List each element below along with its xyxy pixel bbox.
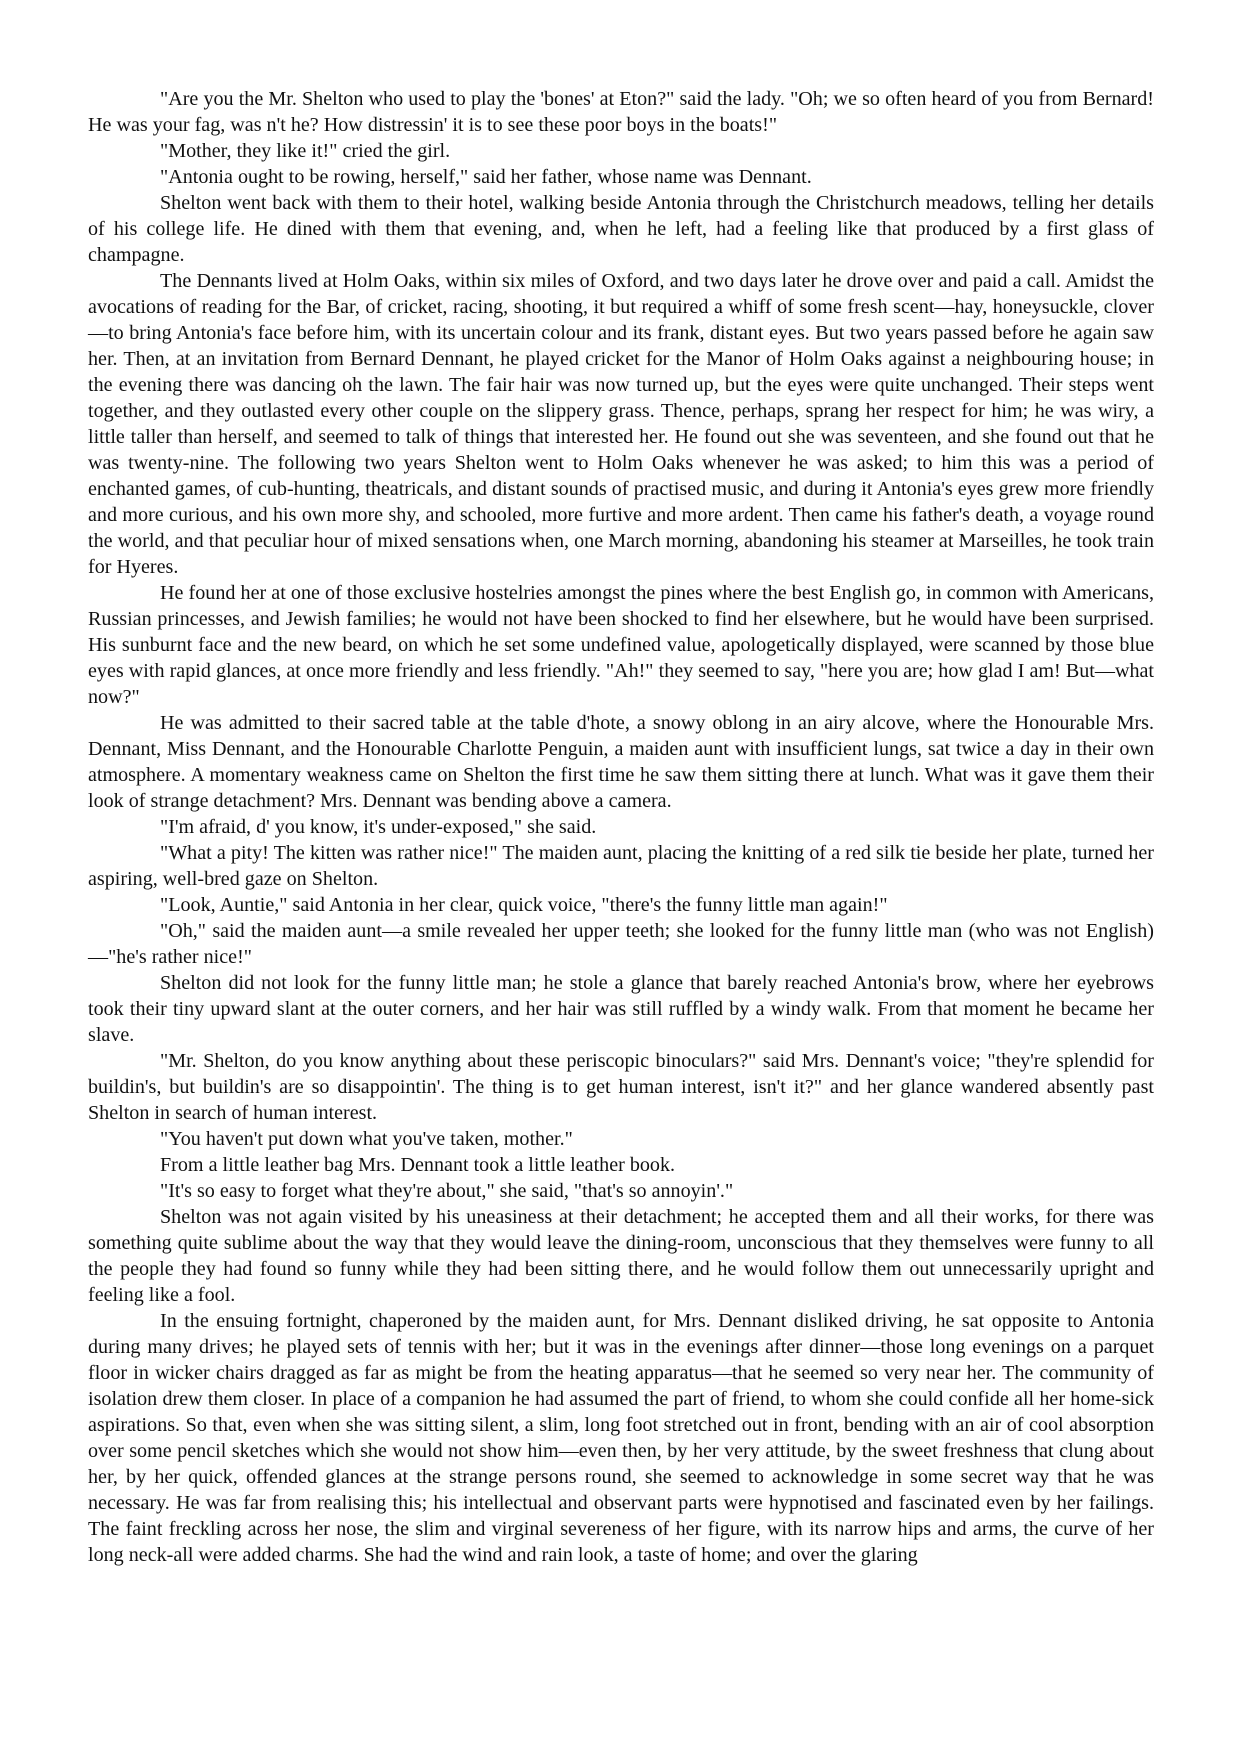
paragraph: "Mr. Shelton, do you know anything about these periscopic binoculars?" said Mrs. Dennant's voice; "they're splendid for buildin's, but buildin's are so disappointin'. The thing is to get human interest, isn't it?" and her glance wandered absently past Shelton in search of human interest. [88,1050,1154,1124]
paragraph: "Mother, they like it!" cried the girl. [160,140,451,162]
paragraph: Shelton did not look for the funny little man; he stole a glance that barely reached Antonia's brow, where her eyebrows took their tiny upward slant at the outer corners, and her hair was still ruffled by a windy walk. From that moment he became her slave. [88,972,1154,1046]
paragraph: Shelton was not again visited by his uneasiness at their detachment; he accepted them and all their works, for there was something quite sublime about the way that they would leave the dining-room, unconscious that they themselves were funny to all the people they had found so funny while they had been sitting there, and he would follow them out unnecessarily upright and feeling like a fool. [88,1206,1154,1306]
paragraph: He was admitted to their sacred table at the table d'hote, a snowy oblong in an airy alcove, where the Honourable Mrs. Dennant, Miss Dennant, and the Honourable Charlotte Penguin, a maiden aunt with insufficient lungs, sat twice a day in their own atmosphere. A momentary weakness came on Shelton the first time he saw them sitting there at lunch. What was it gave them their look of strange detachment? Mrs. Dennant was bending above a camera. [88,712,1154,812]
paragraph: "It's so easy to forget what they're about," she said, "that's so annoyin'." [160,1180,734,1202]
paragraph: "Antonia ought to be rowing, herself," said her father, whose name was Dennant. [160,166,812,188]
page-body [88,86,1154,1568]
paragraph: Shelton went back with them to their hotel, walking beside Antonia through the Christchurch meadows, telling her details of his college life. He dined with them that evening, and, when he left, had a feeling like that produced by a first glass of champagne. [88,192,1154,266]
paragraph: "I'm afraid, d' you know, it's under-exposed," she said. [160,816,597,838]
paragraph: "What a pity! The kitten was rather nice!" The maiden aunt, placing the knitting of a red silk tie beside her plate, turned her aspiring, well-bred gaze on Shelton. [88,842,1154,890]
paragraph: In the ensuing fortnight, chaperoned by the maiden aunt, for Mrs. Dennant disliked driving, he sat opposite to Antonia during many drives; he played sets of tennis with her; but it was in the evenings after dinner—those long evenings on a parquet floor in wicker chairs dragged as far as might be from the heating apparatus—that he seemed so very near her. The community of isolation drew them closer. In place of a companion he had assumed the part of friend, to whom she could confide all her home-sick aspirations. So that, even when she was sitting silent, a slim, long foot stretched out in front, bending with an air of cool absorption over some pencil sketches which she would not show him—even then, by her very attitude, by the sweet freshness that clung about her, by her quick, offended glances at the strange persons round, she seemed to acknowledge in some secret way that he was necessary. He was far from realising this; his intellectual and observant parts were hypnotised and fascinated even by her failings. The faint freckling across her nose, the slim and virginal severeness of her figure, with its narrow hips and arms, the curve of her long neck-all were added charms. She had the wind and rain look, a taste of home; and over the glaring [88,1310,1154,1566]
paragraph: From a little leather bag Mrs. Dennant took a little leather book. [160,1154,676,1176]
paragraph: "Are you the Mr. Shelton who used to play the 'bones' at Eton?" said the lady. "Oh; we so often heard of you from Bernard! He was your fag, was n't he? How distressin' it is to see these poor boys in the boats!" [88,88,1154,136]
paragraph: "Oh," said the maiden aunt—a smile revealed her upper teeth; she looked for the funny little man (who was not English)—"he's rather nice!" [88,920,1154,968]
paragraph: "You haven't put down what you've taken, mother." [160,1128,573,1150]
paragraph: He found her at one of those exclusive hostelries amongst the pines where the best English go, in common with Americans, Russian princesses, and Jewish families; he would not have been shocked to find her elsewhere, but he would have been surprised. His sunburnt face and the new beard, on which he set some undefined value, apologetically displayed, were scanned by those blue eyes with rapid glances, at once more friendly and less friendly. "Ah!" they seemed to say, "here you are; how glad I am! But—what now?" [88,582,1154,708]
paragraph: "Look, Auntie," said Antonia in her clear, quick voice, "there's the funny little man again!" [160,894,888,916]
paragraph: The Dennants lived at Holm Oaks, within six miles of Oxford, and two days later he drove over and paid a call. Amidst the avocations of reading for the Bar, of cricket, racing, shooting, it but required a whiff of some fresh scent—hay, honeysuckle, clover—to bring Antonia's face before him, with its uncertain colour and its frank, distant eyes. But two years passed before he again saw her. Then, at an invitation from Bernard Dennant, he played cricket for the Manor of Holm Oaks against a neighbouring house; in the evening there was dancing oh the lawn. The fair hair was now turned up, but the eyes were quite unchanged. Their steps went together, and they outlasted every other couple on the slippery grass. Thence, perhaps, sprang her respect for him; he was wiry, a little taller than herself, and seemed to talk of things that interested her. He found out she was seventeen, and she found out that he was twenty-nine. The following two years Shelton went to Holm Oaks whenever he was asked; to him this was a period of enchanted games, of cub-hunting, theatricals, and distant sounds of practised music, and during it Antonia's eyes grew more friendly and more curious, and his own more shy, and schooled, more furtive and more ardent. Then came his father's death, a voyage round the world, and that peculiar hour of mixed sensations when, one March morning, abandoning his steamer at Marseilles, he took train for Hyeres. [88,270,1154,578]
